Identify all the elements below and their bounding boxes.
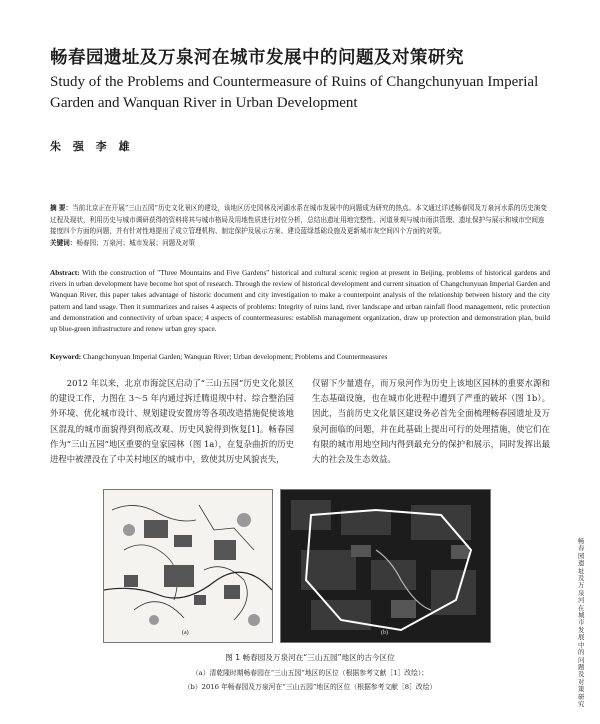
running-side-title: 畅春园遗址及万泉河在城市发展中的问题及对策研究 — [578, 537, 585, 708]
figure-caption: 图 1 畅春园及万泉河在“三山五园”地区的古今区位 — [225, 653, 395, 662]
figure-1b-label: (b) — [381, 630, 388, 636]
keywords-en-label: Keyword: — [50, 352, 82, 361]
abstract-cn-label: 摘 要： — [50, 204, 73, 212]
abstract-en-label: Abstract: — [50, 268, 80, 277]
title-chinese: 畅春园遗址及万泉河在城市发展中的问题及对策研究 — [50, 48, 464, 68]
keywords-cn-label: 关键词： — [50, 238, 77, 247]
abstract-en-text: With the construction of "Three Mountains and Five Gardens" historical and cultural scenic region at present in Beijing, problems of historical gardens and rivers in urban development have become hot spot of research. Through the review of historical development and current situation of Changchunyuan Imperial Garden and Wanquan River, this paper takes advantage of historic document and city investigation to make a counterpoint analysis of the relationship between history and the city pattern and land usage. Then it summarizes and raises 4 aspects of problems: Integrity of ruins land, river landscape and urban rainfall flood management, relic protection and demonstration and connectivity of urban space; 4 aspects of countermeasures: establish management organization, draw up protection and demonstration plan, build up blue-green infrastructure and renew urban grey space. — [50, 268, 550, 334]
figure-1b-satellite-map — [280, 489, 491, 643]
historical-map-drawing — [104, 490, 272, 642]
body-right-column: 仅留下少量遗存，而万泉河作为历史上该地区园林的重要水源和生态基础设施，也在城市化进程中遭到了严重的破坏（图 1b）。因此，当前历史文化景区建设务必首先全面梳理畅春园遗址及万泉河面临的问题，并在此基础上提出可行的处理措施，使它们在有限的城市用地空间内得到最充分的保护和展示，同时发挥出最大的社会及生态效益。 — [312, 378, 550, 465]
body-left-column: 2012 年以来，北京市海淀区启动了“三山五园”历史文化景区的建设工作，力图在 3～5 年内通过拆迁腾退规中村、综合整治园外环境、优化城市设计、规划建设安置房等各项改造措施促使该地区混乱的城市面貌得到彻底改观、历史风貌得到恢复[1]。畅春园作为“三山五园”地区重要的皇家园林（图 1a），在复杂曲折的历史进程中被湮没在了中关村地区的城市中，致使其历史风貌丧失， — [50, 378, 294, 465]
authors: 朱 强 李 雄 — [50, 140, 134, 153]
keywords-english — [50, 352, 550, 361]
figure-subcaption-a: （a）清乾隆时期畅春园在“三山五园”地区的区位（根据参考文献［1］改绘）； — [191, 669, 429, 677]
title-english: Study of the Problems and Countermeasure of Ruins of Changchunyuan Imperial Garden and Wanquan River in Urban Development — [50, 74, 539, 111]
keywords-en-text: Changchunyuan Imperial Garden; Wanquan River; Urban development; Problems and Countermeasures — [83, 352, 388, 361]
abstract-english — [50, 267, 550, 334]
figure-1a-label: (a) — [182, 630, 189, 636]
abstract-chinese — [50, 203, 550, 249]
satellite-map-drawing — [281, 490, 490, 642]
figure-1a-historical-map — [103, 489, 273, 643]
keywords-cn-text: 畅春园；万泉河；城市发展；问题及对策 — [76, 238, 196, 247]
abstract-cn-text: 当前北京正在开展“三山五园”历史文化景区的建设，该地区历史园林及河湖水系在城市发展中的问题成为研究的热点。本文通过详述畅春园及万泉河水系的历史演变过程及现状，利用历史与城市调研获得的资料将其与城市格局及用地性质进行对位分析，总结出遗址用地完整性、河道景观与城市雨洪管理、遗址保护与展示和城市空间连接度四个方面的问题，并有针对性地提出了成立管理机构、制定保护及展示方案、建设蓝绿基础设施及更新城市灰空间四个方面的对策。 — [50, 204, 547, 236]
figure-subcaption-b: （b）2016 年畅春园及万泉河在“三山五园”地区的区位（根据参考文献［8］改绘） — [183, 683, 437, 691]
